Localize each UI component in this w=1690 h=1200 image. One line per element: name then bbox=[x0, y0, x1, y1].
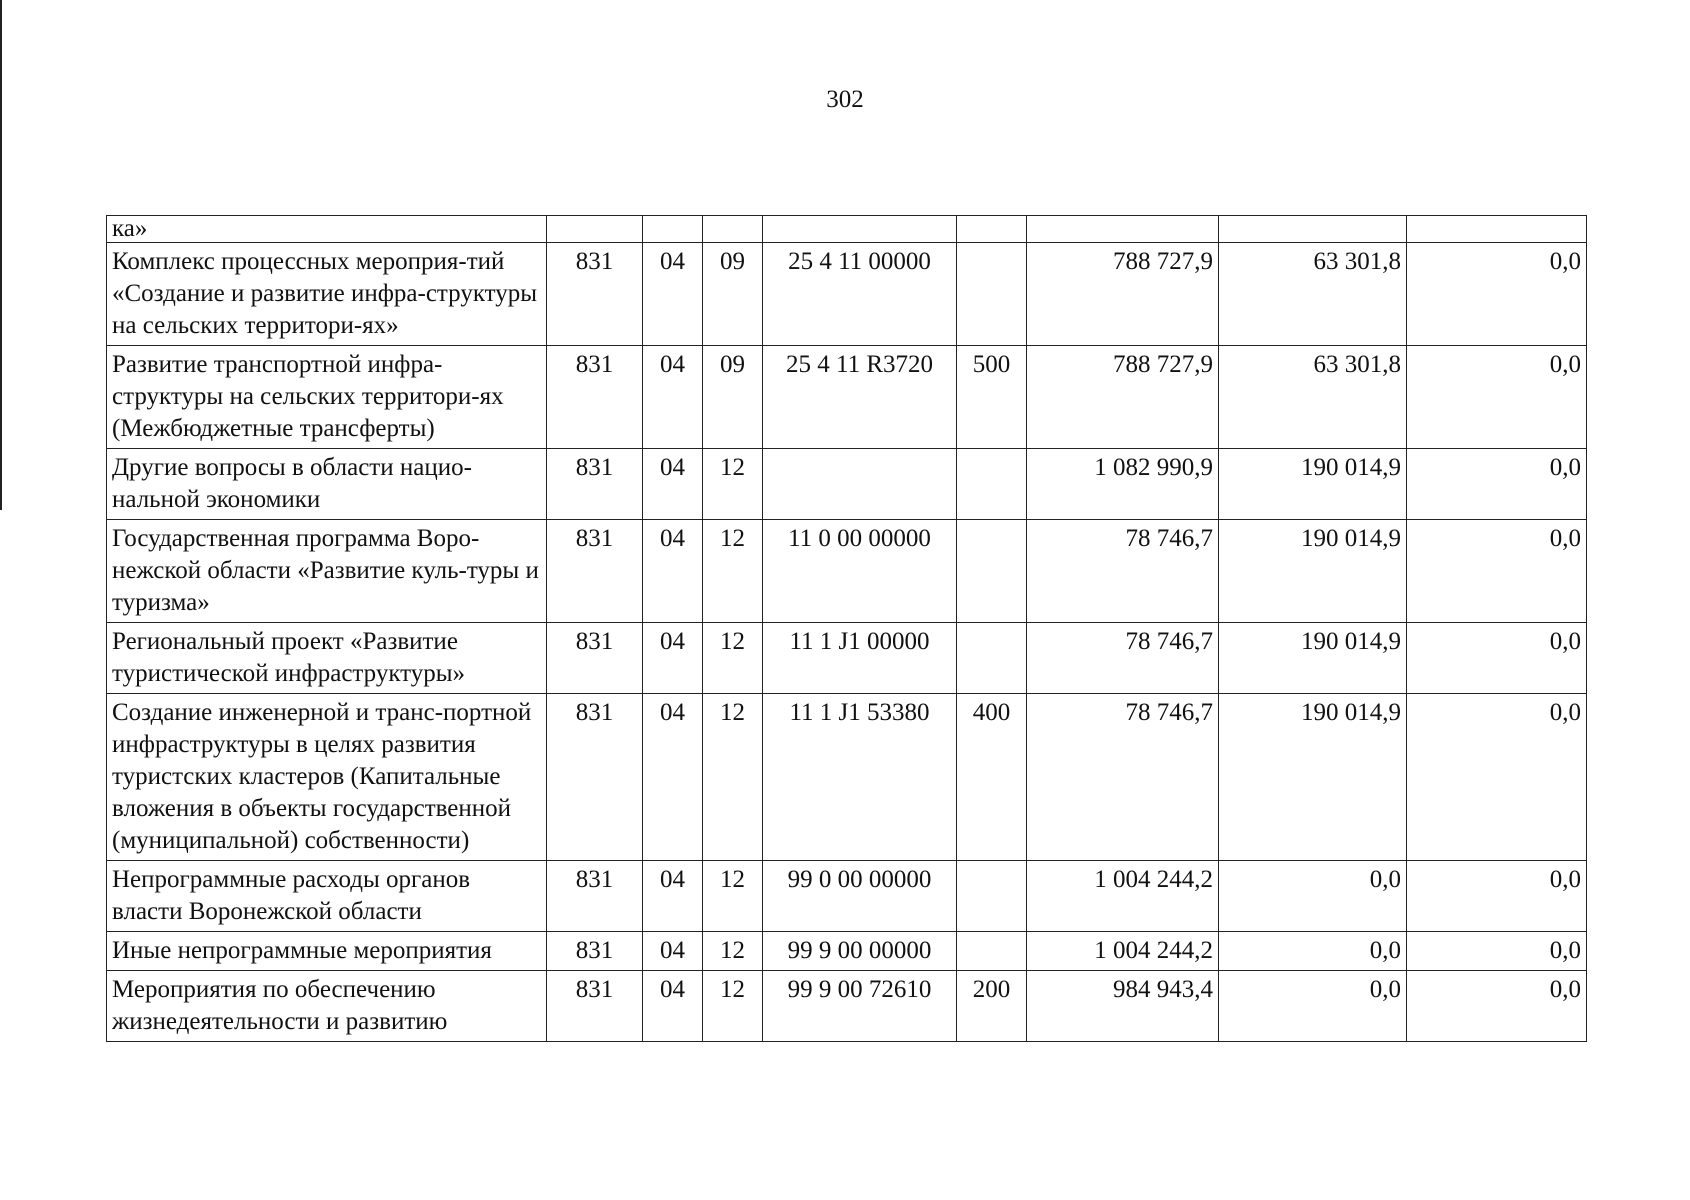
row-amount-2-cell: 0,0 bbox=[1219, 932, 1407, 971]
row-subsection-cell: 12 bbox=[703, 932, 763, 971]
row-grbs-cell: 831 bbox=[547, 861, 643, 932]
row-name-cell: Иные непрограммные мероприятия bbox=[107, 932, 547, 971]
row-amount-1-cell bbox=[1027, 216, 1219, 243]
row-name-cell: Развитие транспортной инфра-структуры на сельских территори-ях (Межбюджетные трансферты) bbox=[107, 346, 547, 449]
table-row bbox=[107, 861, 1587, 932]
row-expense-type-cell bbox=[957, 243, 1027, 346]
row-expense-type-cell: 400 bbox=[957, 694, 1027, 861]
row-expense-type-cell: 500 bbox=[957, 346, 1027, 449]
table-row bbox=[107, 216, 1587, 243]
row-amount-2-cell bbox=[1219, 216, 1407, 243]
row-amount-2-cell: 190 014,9 bbox=[1219, 623, 1407, 694]
row-target-article-cell: 11 0 00 00000 bbox=[763, 520, 957, 623]
row-subsection-cell: 09 bbox=[703, 346, 763, 449]
row-amount-1-cell: 1 004 244,2 bbox=[1027, 932, 1219, 971]
row-target-article-cell: 25 4 11 R3720 bbox=[763, 346, 957, 449]
row-expense-type-cell bbox=[957, 932, 1027, 971]
scan-edge-line bbox=[0, 0, 2, 510]
row-amount-3-cell: 0,0 bbox=[1407, 243, 1587, 346]
row-amount-3-cell: 0,0 bbox=[1407, 694, 1587, 861]
row-amount-3-cell: 0,0 bbox=[1407, 449, 1587, 520]
row-amount-2-cell: 190 014,9 bbox=[1219, 449, 1407, 520]
row-expense-type-cell bbox=[957, 216, 1027, 243]
row-expense-type-cell bbox=[957, 449, 1027, 520]
row-target-article-cell: 11 1 J1 00000 bbox=[763, 623, 957, 694]
row-amount-1-cell: 78 746,7 bbox=[1027, 694, 1219, 861]
row-amount-2-cell: 190 014,9 bbox=[1219, 694, 1407, 861]
table-row bbox=[107, 243, 1587, 346]
row-amount-1-cell: 1 082 990,9 bbox=[1027, 449, 1219, 520]
row-name-cell: Региональный проект «Развитие туристической инфраструктуры» bbox=[107, 623, 547, 694]
row-subsection-cell: 12 bbox=[703, 449, 763, 520]
row-subsection-cell: 09 bbox=[703, 243, 763, 346]
page-number: 302 bbox=[826, 86, 864, 113]
row-target-article-cell bbox=[763, 216, 957, 243]
row-name-cell: Мероприятия по обеспечению жизнедеятельности и развитию bbox=[107, 971, 547, 1042]
row-grbs-cell: 831 bbox=[547, 449, 643, 520]
row-section-cell: 04 bbox=[643, 861, 703, 932]
row-expense-type-cell bbox=[957, 520, 1027, 623]
row-amount-2-cell: 0,0 bbox=[1219, 861, 1407, 932]
row-name-cell: Создание инженерной и транс-портной инфраструктуры в целях развития туристских кластеров (Капитальные вложения в объекты государственной (муниципальной) собственности) bbox=[107, 694, 547, 861]
table-row bbox=[107, 623, 1587, 694]
row-amount-2-cell: 0,0 bbox=[1219, 971, 1407, 1042]
row-subsection-cell: 12 bbox=[703, 520, 763, 623]
row-target-article-cell: 99 9 00 00000 bbox=[763, 932, 957, 971]
row-amount-1-cell: 1 004 244,2 bbox=[1027, 861, 1219, 932]
row-section-cell: 04 bbox=[643, 243, 703, 346]
row-section-cell: 04 bbox=[643, 932, 703, 971]
table-row bbox=[107, 694, 1587, 861]
row-section-cell: 04 bbox=[643, 971, 703, 1042]
row-target-article-cell: 25 4 11 00000 bbox=[763, 243, 957, 346]
row-amount-1-cell: 788 727,9 bbox=[1027, 346, 1219, 449]
row-target-article-cell: 99 9 00 72610 bbox=[763, 971, 957, 1042]
row-amount-3-cell: 0,0 bbox=[1407, 346, 1587, 449]
row-grbs-cell bbox=[547, 216, 643, 243]
row-section-cell: 04 bbox=[643, 520, 703, 623]
row-amount-3-cell: 0,0 bbox=[1407, 623, 1587, 694]
row-section-cell: 04 bbox=[643, 449, 703, 520]
budget-table bbox=[106, 215, 1587, 1042]
row-grbs-cell: 831 bbox=[547, 520, 643, 623]
table-row bbox=[107, 346, 1587, 449]
row-expense-type-cell: 200 bbox=[957, 971, 1027, 1042]
row-section-cell: 04 bbox=[643, 623, 703, 694]
row-subsection-cell bbox=[703, 216, 763, 243]
row-expense-type-cell bbox=[957, 861, 1027, 932]
row-grbs-cell: 831 bbox=[547, 932, 643, 971]
row-name-cell: Государственная программа Воро-нежской области «Развитие куль-туры и туризма» bbox=[107, 520, 547, 623]
row-grbs-cell: 831 bbox=[547, 971, 643, 1042]
row-amount-1-cell: 78 746,7 bbox=[1027, 520, 1219, 623]
row-amount-3-cell: 0,0 bbox=[1407, 932, 1587, 971]
row-target-article-cell: 11 1 J1 53380 bbox=[763, 694, 957, 861]
row-grbs-cell: 831 bbox=[547, 346, 643, 449]
row-section-cell bbox=[643, 216, 703, 243]
table-row bbox=[107, 971, 1587, 1042]
row-name-cell: ка» bbox=[107, 216, 547, 243]
row-section-cell: 04 bbox=[643, 346, 703, 449]
table-row bbox=[107, 449, 1587, 520]
table-row bbox=[107, 932, 1587, 971]
row-subsection-cell: 12 bbox=[703, 971, 763, 1042]
row-subsection-cell: 12 bbox=[703, 694, 763, 861]
row-amount-3-cell bbox=[1407, 216, 1587, 243]
row-expense-type-cell bbox=[957, 623, 1027, 694]
row-section-cell: 04 bbox=[643, 694, 703, 861]
row-grbs-cell: 831 bbox=[547, 623, 643, 694]
row-name-cell: Непрограммные расходы органов власти Воронежской области bbox=[107, 861, 547, 932]
row-amount-3-cell: 0,0 bbox=[1407, 520, 1587, 623]
row-target-article-cell: 99 0 00 00000 bbox=[763, 861, 957, 932]
table-row bbox=[107, 520, 1587, 623]
row-amount-2-cell: 63 301,8 bbox=[1219, 346, 1407, 449]
row-name-cell: Другие вопросы в области нацио-нальной экономики bbox=[107, 449, 547, 520]
row-target-article-cell bbox=[763, 449, 957, 520]
row-amount-1-cell: 78 746,7 bbox=[1027, 623, 1219, 694]
row-subsection-cell: 12 bbox=[703, 861, 763, 932]
row-amount-1-cell: 788 727,9 bbox=[1027, 243, 1219, 346]
row-amount-2-cell: 190 014,9 bbox=[1219, 520, 1407, 623]
row-amount-3-cell: 0,0 bbox=[1407, 971, 1587, 1042]
row-amount-2-cell: 63 301,8 bbox=[1219, 243, 1407, 346]
row-grbs-cell: 831 bbox=[547, 243, 643, 346]
row-grbs-cell: 831 bbox=[547, 694, 643, 861]
row-name-cell: Комплекс процессных мероприя-тий «Создание и развитие инфра-структуры на сельских территори-ях» bbox=[107, 243, 547, 346]
row-amount-1-cell: 984 943,4 bbox=[1027, 971, 1219, 1042]
row-subsection-cell: 12 bbox=[703, 623, 763, 694]
row-amount-3-cell: 0,0 bbox=[1407, 861, 1587, 932]
